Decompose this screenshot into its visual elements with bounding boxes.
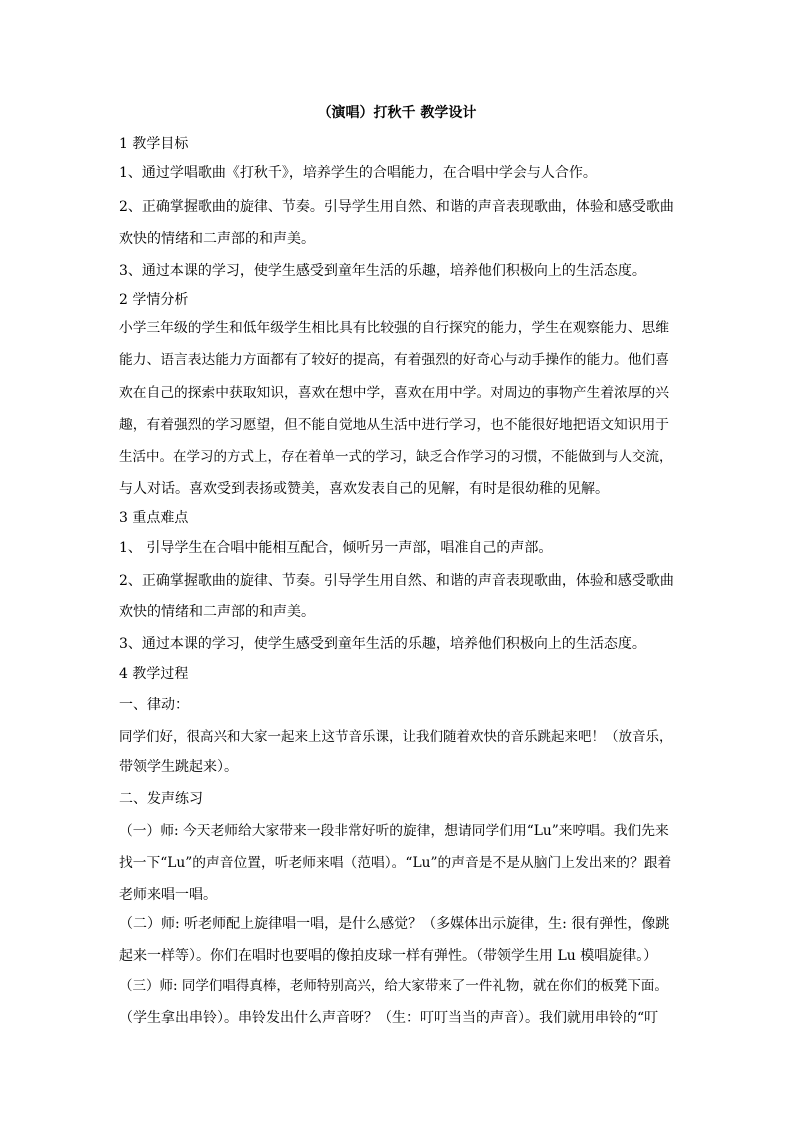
paragraph-line: 欢快的情绪和二声部的和声美。 bbox=[119, 231, 315, 247]
paragraph-line: 一、律动： bbox=[119, 697, 189, 713]
section-heading-objectives: 1 教学目标 bbox=[119, 136, 189, 152]
paragraph-line: 小学三年级的学生和低年级学生相比具有比较强的自行探究的能力，学生在观察能力、思维 bbox=[119, 320, 670, 336]
paragraph-line: 带领学生跳起来）。 bbox=[119, 759, 238, 775]
paragraph-line: 欢在自己的探索中获取知识，喜欢在想中学，喜欢在用中学。对周边的事物产生着浓厚的兴 bbox=[119, 385, 670, 401]
section-heading-key-points: 3 重点难点 bbox=[119, 510, 189, 526]
document-title: （演唱）打秋千 教学设计 bbox=[317, 105, 477, 121]
paragraph-line: （二）师: 听老师配上旋律唱一唱，是什么感觉？（多媒体出示旋律，生: 很有弹性，像跳 bbox=[119, 916, 670, 932]
paragraph-line: 1、通过学唱歌曲《打秋千》，培养学生的合唱能力，在合唱中学会与人合作。 bbox=[119, 165, 597, 181]
section-heading-analysis: 2 学情分析 bbox=[119, 292, 189, 308]
paragraph-line: 1、 引导学生在合唱中能相互配合，倾听另一声部，唱准自己的声部。 bbox=[119, 540, 553, 556]
paragraph-line: 老师来唱一唱。 bbox=[119, 887, 217, 903]
paragraph-line: 同学们好，很高兴和大家一起来上这节音乐课，让我们随着欢快的音乐跳起来吧！（放音乐， bbox=[119, 729, 673, 745]
paragraph-line: （学生拿出串铃）。串铃发出什么声音呀？（生：叮叮当当的声音）。我们就用串铃的“叮 bbox=[119, 1010, 659, 1026]
section-heading-process: 4 教学过程 bbox=[119, 666, 189, 682]
paragraph-line: 趣，有着强烈的学习愿望，但不能自觉地从生活中进行学习，也不能很好地把语文知识用于 bbox=[119, 417, 670, 433]
paragraph-line: 欢快的情绪和二声部的和声美。 bbox=[119, 604, 315, 620]
paragraph-line: 二、发声练习 bbox=[119, 791, 203, 807]
paragraph-line: 找一下“Lu”的声音位置，听老师来唱（范唱）。“Lu”的声音是不是从脑门上发出来的？跟着 bbox=[119, 855, 672, 871]
paragraph-line: 3、通过本课的学习，使学生感受到童年生活的乐趣，培养他们积极向上的生活态度。 bbox=[119, 263, 646, 279]
paragraph-line: 3、通过本课的学习，使学生感受到童年生活的乐趣，培养他们积极向上的生活态度。 bbox=[119, 636, 646, 652]
paragraph-line: （三）师: 同学们唱得真棒，老师特别高兴，给大家带来了一件礼物，就在你们的板凳下面。 bbox=[119, 978, 668, 994]
paragraph-line: （一）师: 今天老师给大家带来一段非常好听的旋律，想请同学们用“Lu”来哼唱。我们先来 bbox=[119, 823, 669, 839]
paragraph-line: 与人对话。喜欢受到表扬或赞美，喜欢发表自己的见解，有时是很幼稚的见解。 bbox=[119, 481, 609, 497]
paragraph-line: 2、正确掌握歌曲的旋律、节奏。引导学生用自然、和谐的声音表现歌曲，体验和感受歌曲 bbox=[119, 199, 674, 215]
paragraph-line: 能力、语言表达能力方面都有了较好的提高，有着强烈的好奇心与动手操作的能力。他们喜 bbox=[119, 352, 670, 368]
paragraph-line: 起来一样等）。你们在唱时也要唱的像拍皮球一样有弹性。（带领学生用 Lu 模唱旋律。） bbox=[119, 948, 658, 964]
paragraph-line: 2、正确掌握歌曲的旋律、节奏。引导学生用自然、和谐的声音表现歌曲，体验和感受歌曲 bbox=[119, 573, 674, 589]
paragraph-line: 生活中。在学习的方式上，存在着单一式的学习，缺乏合作学习的习惯，不能做到与人交流， bbox=[119, 449, 673, 465]
